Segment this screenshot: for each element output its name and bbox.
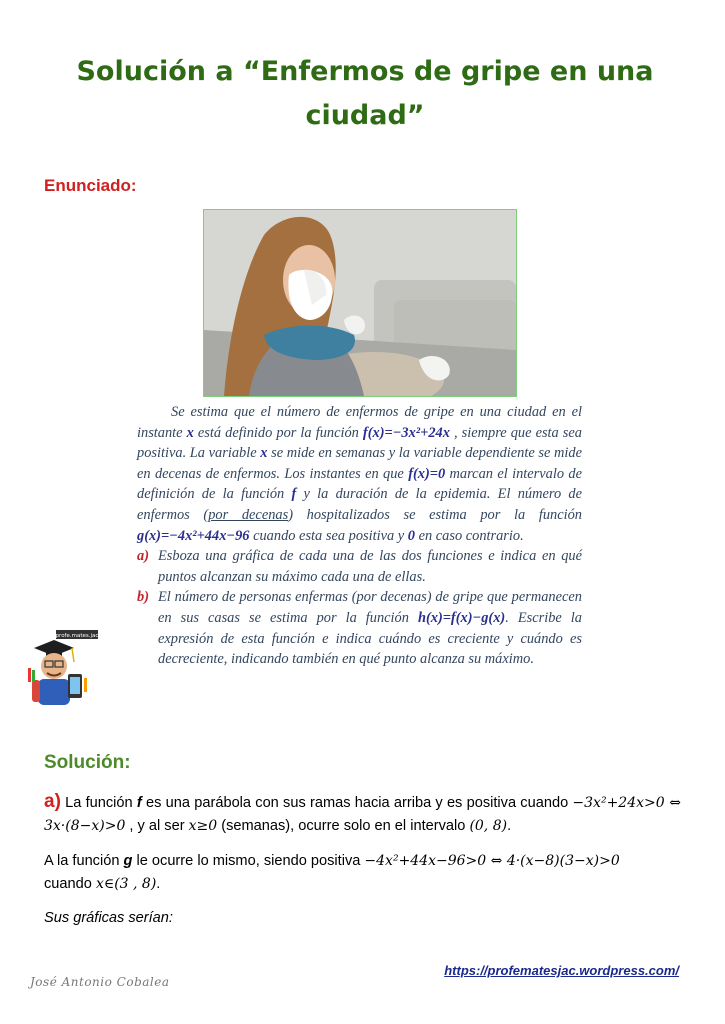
statement-heading: Enunciado: [44, 176, 137, 195]
author-signature: José Antonio Cobalea [30, 975, 170, 989]
blog-link[interactable]: https://profematesjac.wordpress.com/ [444, 963, 679, 978]
solution-part-g: A la función g le ocurre lo mismo, siendo positiva −4x²+44x−96>0 ⇔ 4·(x−8)(3−x)>0 cuando x∈(3 , 8). [44, 853, 620, 892]
statement-item-b: b) El número de personas enfermas (por decenas) de gripe que permanecen en sus casas se estima por la función h(x)=f(x)−g(x). Escribe la expresión de esta función e indica cuándo es creciente y cuándo es decreciente, indicando también en qué punto alcanza su máximo. [137, 589, 582, 668]
sick-woman-photo [203, 209, 517, 397]
mascot-caption: profe.mates.jac [55, 633, 99, 639]
statement-item-a: a) Esboza una gráfica de cada una de las dos funciones e indica en qué puntos alcanzan su máximo cada una de ellas. [137, 548, 582, 585]
graphs-intro: Sus gráficas serían: [44, 910, 173, 926]
statement-intro: Se estima que el número de enfermos de gripe en una ciudad en el instante x está definido por la función f(x)=−3x²+24x , siempre que esta sea positiva. La variable x se mide en semanas y la variable dependiente se mide en decenas de enfermos. Los instantes en que f(x)=0 marcan el intervalo de definición de la función f y la duración de la epidemia. El número de enfermos (por decenas) hospitalizados se estima por la función g(x)=−4x²+44x−96 cuando esta sea positiva y 0 en caso contrario. [137, 404, 583, 544]
problem-statement [137, 402, 582, 670]
page-title: Solución a “Enfermos de gripe en una ciudad” [76, 56, 654, 131]
solution-heading: Solución: [44, 752, 131, 773]
photo-illustration [204, 210, 516, 396]
solution-part-a: a) La función f es una parábola con sus ramas hacia arriba y es positiva cuando −3x²+24x>0 ⇔ 3x·(8−x)>0 , y al ser x≥0 (semanas), ocurre solo en el intervalo (0, 8). [44, 791, 682, 834]
teacher-mascot [24, 628, 100, 708]
